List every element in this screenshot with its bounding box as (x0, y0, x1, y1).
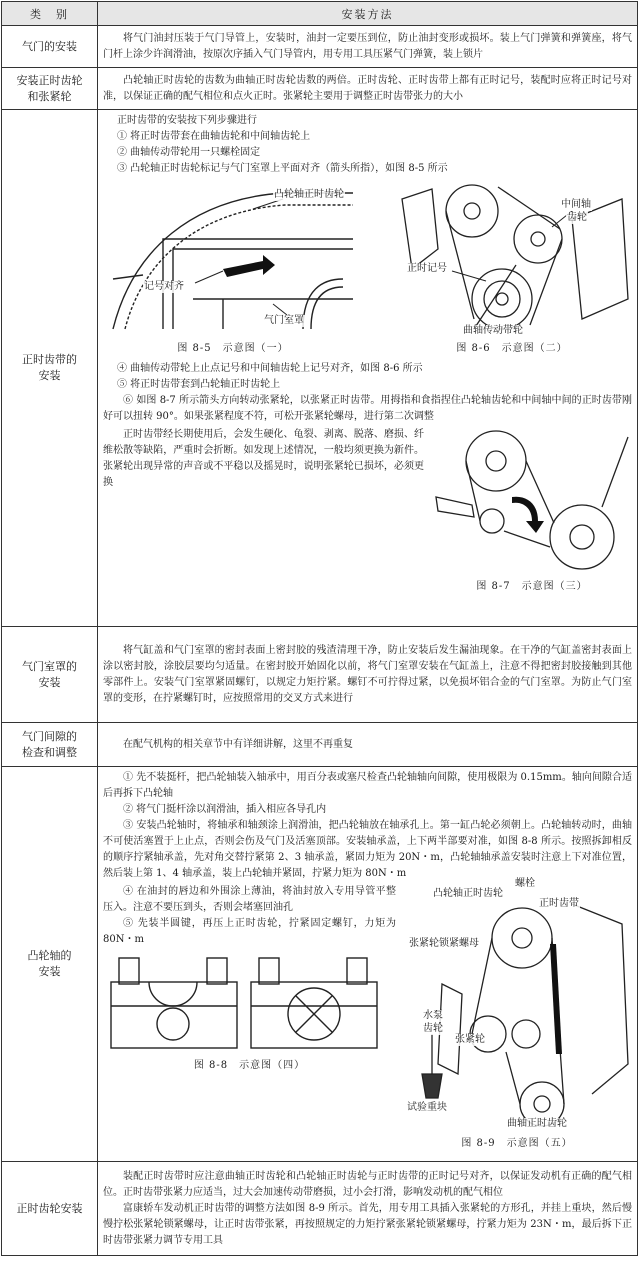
category-valve-cover: 气门室罩的 安装 (2, 627, 98, 723)
tb-step1: ① 将正时齿带套在曲轴齿轮和中间轴齿轮上 (117, 131, 311, 142)
figure-8-8-drawing (103, 952, 383, 1056)
tb-step3: ③ 凸轮轴正时齿轮标记与气门室罩上平面对齐（箭头所指），如图 8-5 所示 (117, 163, 448, 174)
cell-timing-install (98, 1162, 638, 1256)
fig6-label-crank-pulley: 曲轴传动带轮 (463, 325, 523, 336)
tb-step2: ② 曲轴传动带轮用一只螺栓固定 (117, 147, 261, 158)
fig5-label-valve-cover: 气门室罩 (264, 315, 304, 326)
fig6-label-timing-mark: 正时记号 (407, 263, 447, 274)
figure-8-5 (103, 179, 363, 357)
figure-8-6 (392, 179, 632, 357)
fig9-label-cam-gear: 凸轮轴正时齿轮 (433, 888, 503, 899)
fig6-label-mid-shaft-1: 中间轴 (561, 199, 591, 210)
fig9-label-weight: 试验重块 (407, 1102, 447, 1113)
figure-8-9-drawing (402, 884, 632, 1134)
category-timing-belt: 正时齿带的 安装 (2, 110, 98, 627)
header-category: 类 别 (2, 2, 98, 26)
cs-step4: ④ 在油封的唇边和外围涂上薄油，将油封放入专用导管平整压入。注意不要压到头，否则会堵塞回油孔 (103, 886, 396, 913)
fig9-label-tensioner: 张紧轮 (455, 1034, 485, 1045)
cell-timing-belt (98, 110, 638, 627)
ti-p2: 富康轿车发动机正时齿带的调整方法如图 8-9 所示。首先，用专用工具插入张紧轮的方形孔，并挂上重块，然后慢慢拧松张紧轮锁紧螺母，让正时齿带张紧，再按照规定的力矩拧紧张紧轮锁紧螺母，拧紧力矩为 23N・m，最后拆下正时齿带张紧力调节专用工具 (103, 1202, 632, 1246)
fig9-label-pump-2: 齿轮 (423, 1023, 443, 1034)
fig7-caption: 图 8-7 示意图（三） (476, 581, 588, 592)
fig9-label-crank-gear: 曲轴正时齿轮 (507, 1118, 567, 1129)
fig9-label-belt: 正时齿带 (539, 898, 579, 909)
figure-8-8 (103, 952, 396, 1074)
figure-8-7-drawing (432, 427, 632, 577)
category-camshaft: 凸轮轴的 安装 (2, 767, 98, 1162)
category-valve-clearance: 气门间隙的 检查和调整 (2, 723, 98, 767)
text-timing-gear: 凸轮轴正时齿轮的齿数为曲轴正时齿轮齿数的两倍。正时齿轮、正时齿带上都有正时记号，装配时应将正时记号对准，以保证正确的配气相位和点火正时。张紧轮主要用于调整正时齿带张力的大小 (98, 68, 638, 110)
tb-step4: ④ 曲轴传动带轮上止点记号和中间轴齿轮上记号对齐，如图 8-6 所示 (117, 363, 423, 374)
text-valve: 将气门油封压装于气门导管上，安装时，油封一定要压到位，防止油封变形或损坏。装上气门弹簧和弹簧座，将气门杆上涂少许润滑油，按原次序插入气门导管内，用专用工具压紧气门弹簧，装上锁片 (98, 26, 638, 68)
figure-8-5-drawing (103, 179, 363, 339)
text-valve-cover: 将气缸盖和气门室罩的密封表面上密封胶的残渣清理干净，防止安装后发生漏油现象。在干净的气缸盖密封表面上涂以密封胶，涂胶层要均匀适量。在密封胶开始固化以前，将气门室罩安装在气缸盖上，注意不得把密封胶接触到其他零部件上。安装气门室罩紧固螺钉，以规定力矩拧紧。螺钉不可拧得过紧，以免损坏铝合金的气门室罩。为防止气门室罩的变形，在拧紧螺钉时，应按照常用的交叉方式来进行 (98, 627, 638, 723)
fig8-caption: 图 8-8 示意图（四） (193, 1060, 306, 1071)
fig5-label-mark-align: 记号对齐 (144, 281, 184, 292)
cell-camshaft (98, 767, 638, 1162)
fig5-label-cam-gear: 凸轮轴正时齿轮 (274, 189, 344, 200)
category-valve: 气门的安装 (2, 26, 98, 68)
figure-8-6-drawing (392, 179, 632, 339)
fig9-label-bolt: 螺栓 (515, 878, 535, 889)
text-valve-clearance: 在配气机构的相关章节中有详细讲解，这里不再重复 (98, 723, 638, 767)
cs-step5: ⑤ 先装半圆键，再压上正时齿轮，拧紧固定螺钉，力矩为 80N・m (103, 918, 396, 945)
category-timing-install: 正时齿轮安装 (2, 1162, 98, 1256)
fig9-label-tensioner-nut: 张紧轮锁紧螺母 (409, 938, 479, 949)
fig5-caption: 图 8-5 示意图（一） (177, 343, 289, 354)
fig6-label-mid-shaft-2: 齿轮 (567, 212, 587, 223)
cs-step2: ② 将气门挺杆涂以润滑油，插入相应各导孔内 (123, 804, 327, 815)
tb-step5: ⑤ 将正时齿带套到凸轮轴正时齿轮上 (117, 379, 281, 390)
fig6-caption: 图 8-6 示意图（二） (456, 343, 568, 354)
figure-8-9 (402, 878, 632, 1152)
fig9-label-pump-1: 水泵 (423, 1010, 443, 1021)
fig9-caption: 图 8-9 示意图（五） (461, 1138, 573, 1149)
ti-p1: 装配正时齿带时应注意曲轴正时齿轮和凸轮轴正时齿轮与正时齿带的正时记号对齐，以保证发动机有正确的配气相位。正时齿带张紧力应适当，过大会加速传动带磨损，过小会打滑，影响发动机的配气相位 (103, 1170, 632, 1198)
tb-note: 正时齿带经长期使用后，会发生硬化、龟裂、剥离、脱落、磨损、纤维松散等缺陷，严重时会折断。如发现上述情况，一般均须更换为新件。张紧轮出现异常的声音或不平稳以及摇晃时，说明张紧轮已损坏，必须更换 (103, 429, 424, 488)
figure-8-7 (432, 427, 632, 595)
tb-intro: 正时齿带的安装按下列步骤进行 (117, 115, 257, 126)
cs-step3: ③ 安装凸轮轴时，将轴承和轴颈涂上润滑油，把凸轮轴放在轴承孔上。第一缸凸轮必须朝上。凸轮轴转动时，曲轴不可使活塞置于上止点，否则会伤及气门及活塞顶部。安装轴承盖，上下两半部要对准，如图 8-8 所示。按照拆卸相反的顺序拧紧轴承盖，先对角交替拧紧第 2、3 轴承盖，紧固力矩为 20N・m，凸轮轴轴承盖安装时注意上下对准位置，然后装上第 1、4 轴承盖，装上凸轮轴并紧固，拧紧力矩为 80N・m (103, 820, 632, 879)
category-timing-gear: 安装正时齿轮 和张紧轮 (2, 68, 98, 110)
header-method: 安装方法 (98, 2, 638, 26)
install-method-table (1, 1, 638, 1256)
tb-step6: ⑥ 如图 8-7 所示箭头方向转动张紧轮，以张紧正时齿带。用拇指和食指捏住凸轮轴齿轮和中间轴中间的正时齿带刚好可以扭转 90°。如果张紧程度不符，可松开张紧轮螺母，进行第二次调整 (103, 395, 632, 422)
cs-step1: ① 先不装挺杆，把凸轮轴装入轴承中，用百分表或塞尺检查凸轮轴轴向间隙，使用极限为 0.15mm。轴向间隙合适后再拆下凸轮轴 (103, 772, 632, 799)
